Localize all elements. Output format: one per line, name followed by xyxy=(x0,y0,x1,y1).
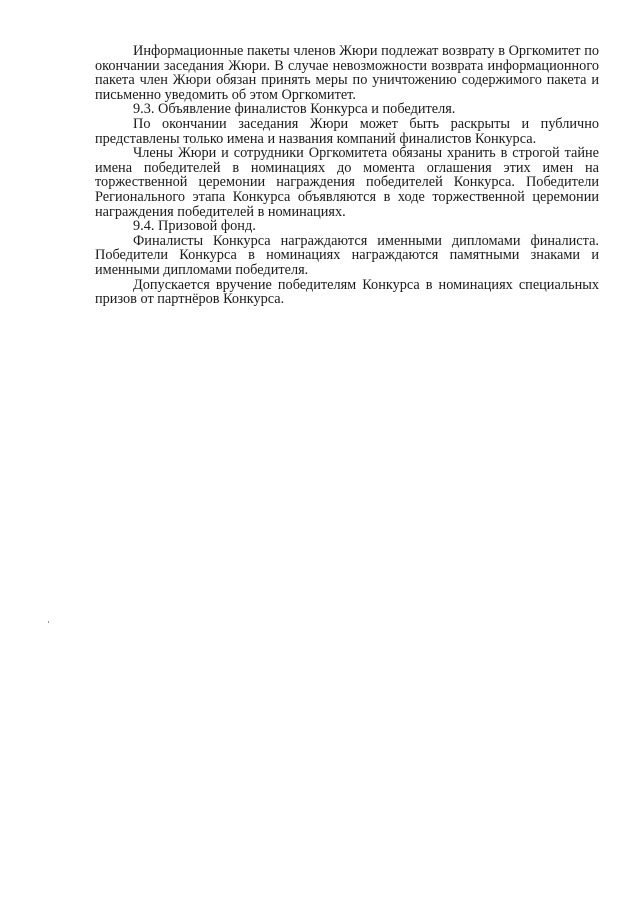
section-heading-9-4: 9.4. Призовой фонд. xyxy=(133,218,256,235)
paragraph-jury-packages: Информационные пакеты членов Жюри подлежат возврату в Оргкомитет по окончании заседания Жюри. В случае невозможности возврата информационного пакета член Жюри обязан принять меры по уничтожению содержимого пакета и письменно уведомить об этом Оргкомитет. xyxy=(95,43,599,103)
paragraph-diplomas: Финалисты Конкурса награждаются именными дипломами финалиста. Победители Конкурса в номинациях награждаются памятными знаками и именными дипломами победителя. xyxy=(95,232,599,278)
scan-speck xyxy=(48,621,49,623)
document-body xyxy=(95,44,599,307)
section-heading-9-3: 9.3. Объявление финалистов Конкурса и победителя. xyxy=(133,101,456,118)
paragraph-winners-secrecy: Члены Жюри и сотрудники Оргкомитета обязаны хранить в строгой тайне имена победителей в номинациях до момента оглашения этих имен на торжественной церемонии награждения победителей Конкурса. Победители Регионального этапа Конкурса объявляются в ходе торжественной церемонии награждения победителей в номинациях. xyxy=(95,145,599,220)
paragraph-special-prizes: Допускается вручение победителям Конкурса в номинациях специальных призов от партнёров Конкурса. xyxy=(95,276,599,308)
paragraph-finalists-disclosure: По окончании заседания Жюри может быть раскрыты и публично представлены только имена и названия компаний финалистов Конкурса. xyxy=(95,115,599,147)
